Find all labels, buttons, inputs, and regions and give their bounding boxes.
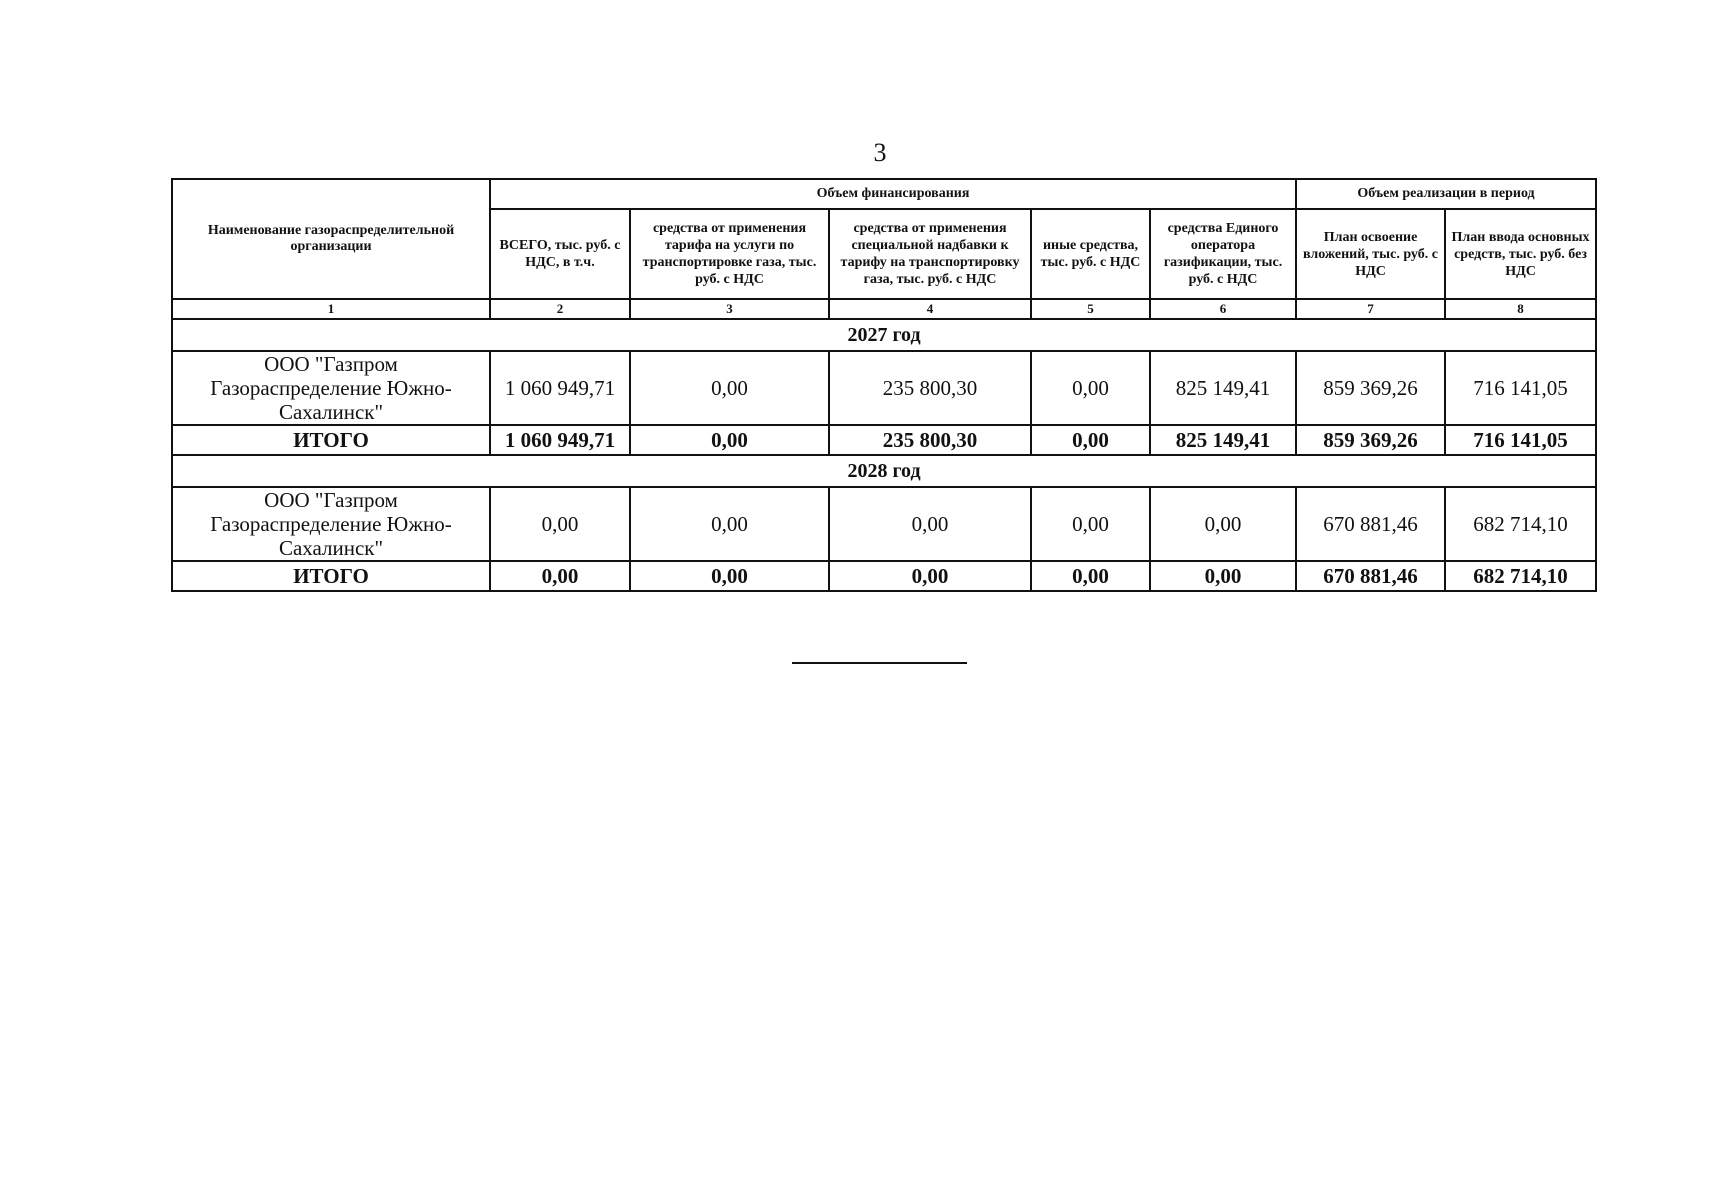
table-cell: 235 800,30 bbox=[829, 351, 1031, 425]
total-cell: 859 369,26 bbox=[1296, 425, 1445, 455]
total-cell: 0,00 bbox=[490, 561, 630, 591]
table-cell: 859 369,26 bbox=[1296, 351, 1445, 425]
org-name-cell: ООО "Газпром Газораспределение Южно-Сахалинск" bbox=[172, 351, 490, 425]
total-cell: 0,00 bbox=[1031, 561, 1150, 591]
total-cell: 235 800,30 bbox=[829, 425, 1031, 455]
total-cell: 0,00 bbox=[630, 561, 829, 591]
total-row-2027 bbox=[172, 425, 1596, 455]
col-number: 2 bbox=[490, 299, 630, 319]
group-header-financing: Объем финансирования bbox=[490, 179, 1296, 209]
group-header-row bbox=[172, 179, 1596, 209]
table-cell: 0,00 bbox=[630, 351, 829, 425]
total-label: ИТОГО bbox=[172, 425, 490, 455]
table-cell: 0,00 bbox=[829, 487, 1031, 561]
col-number: 6 bbox=[1150, 299, 1296, 319]
col-header-8: План ввода основных средств, тыс. руб. без НДС bbox=[1445, 209, 1596, 299]
col-header-7: План освоение вложений, тыс. руб. с НДС bbox=[1296, 209, 1445, 299]
total-cell: 825 149,41 bbox=[1150, 425, 1296, 455]
col-header-2: ВСЕГО, тыс. руб. с НДС, в т.ч. bbox=[490, 209, 630, 299]
total-cell: 1 060 949,71 bbox=[490, 425, 630, 455]
org-name-cell: ООО "Газпром Газораспределение Южно-Сахалинск" bbox=[172, 487, 490, 561]
table-cell: 682 714,10 bbox=[1445, 487, 1596, 561]
total-cell: 670 881,46 bbox=[1296, 561, 1445, 591]
total-cell: 0,00 bbox=[1031, 425, 1150, 455]
table-row bbox=[172, 351, 1596, 425]
col-number: 8 bbox=[1445, 299, 1596, 319]
table-row bbox=[172, 487, 1596, 561]
total-cell: 0,00 bbox=[829, 561, 1031, 591]
year-label: 2028 год bbox=[172, 455, 1596, 487]
table-cell: 0,00 bbox=[1031, 487, 1150, 561]
col-number: 3 bbox=[630, 299, 829, 319]
col-number: 1 bbox=[172, 299, 490, 319]
col-number: 4 bbox=[829, 299, 1031, 319]
year-row-2028 bbox=[172, 455, 1596, 487]
table-cell: 716 141,05 bbox=[1445, 351, 1596, 425]
table-cell: 1 060 949,71 bbox=[490, 351, 630, 425]
total-cell: 682 714,10 bbox=[1445, 561, 1596, 591]
col-header-5: иные средства, тыс. руб. с НДС bbox=[1031, 209, 1150, 299]
table-cell: 670 881,46 bbox=[1296, 487, 1445, 561]
closing-divider bbox=[792, 662, 967, 664]
col-header-6: средства Единого оператора газификации, тыс. руб. с НДС bbox=[1150, 209, 1296, 299]
table-cell: 0,00 bbox=[630, 487, 829, 561]
year-row-2027 bbox=[172, 319, 1596, 351]
table-cell: 825 149,41 bbox=[1150, 351, 1296, 425]
total-row-2028 bbox=[172, 561, 1596, 591]
total-cell: 716 141,05 bbox=[1445, 425, 1596, 455]
table-cell: 0,00 bbox=[1150, 487, 1296, 561]
total-cell: 0,00 bbox=[1150, 561, 1296, 591]
table-cell: 0,00 bbox=[490, 487, 630, 561]
group-header-implementation: Объем реализации в период bbox=[1296, 179, 1596, 209]
col-header-1: Наименование газораспределительной организации bbox=[172, 179, 490, 299]
financing-table bbox=[171, 178, 1597, 592]
col-number: 5 bbox=[1031, 299, 1150, 319]
table-cell: 0,00 bbox=[1031, 351, 1150, 425]
col-header-4: средства от применения специальной надбавки к тарифу на транспортировку газа, тыс. руб. с НДС bbox=[829, 209, 1031, 299]
total-label: ИТОГО bbox=[172, 561, 490, 591]
col-header-3: средства от применения тарифа на услуги по транспортировке газа, тыс. руб. с НДС bbox=[630, 209, 829, 299]
total-cell: 0,00 bbox=[630, 425, 829, 455]
column-number-row bbox=[172, 299, 1596, 319]
page-number: 3 bbox=[873, 138, 887, 167]
col-number: 7 bbox=[1296, 299, 1445, 319]
year-label: 2027 год bbox=[172, 319, 1596, 351]
